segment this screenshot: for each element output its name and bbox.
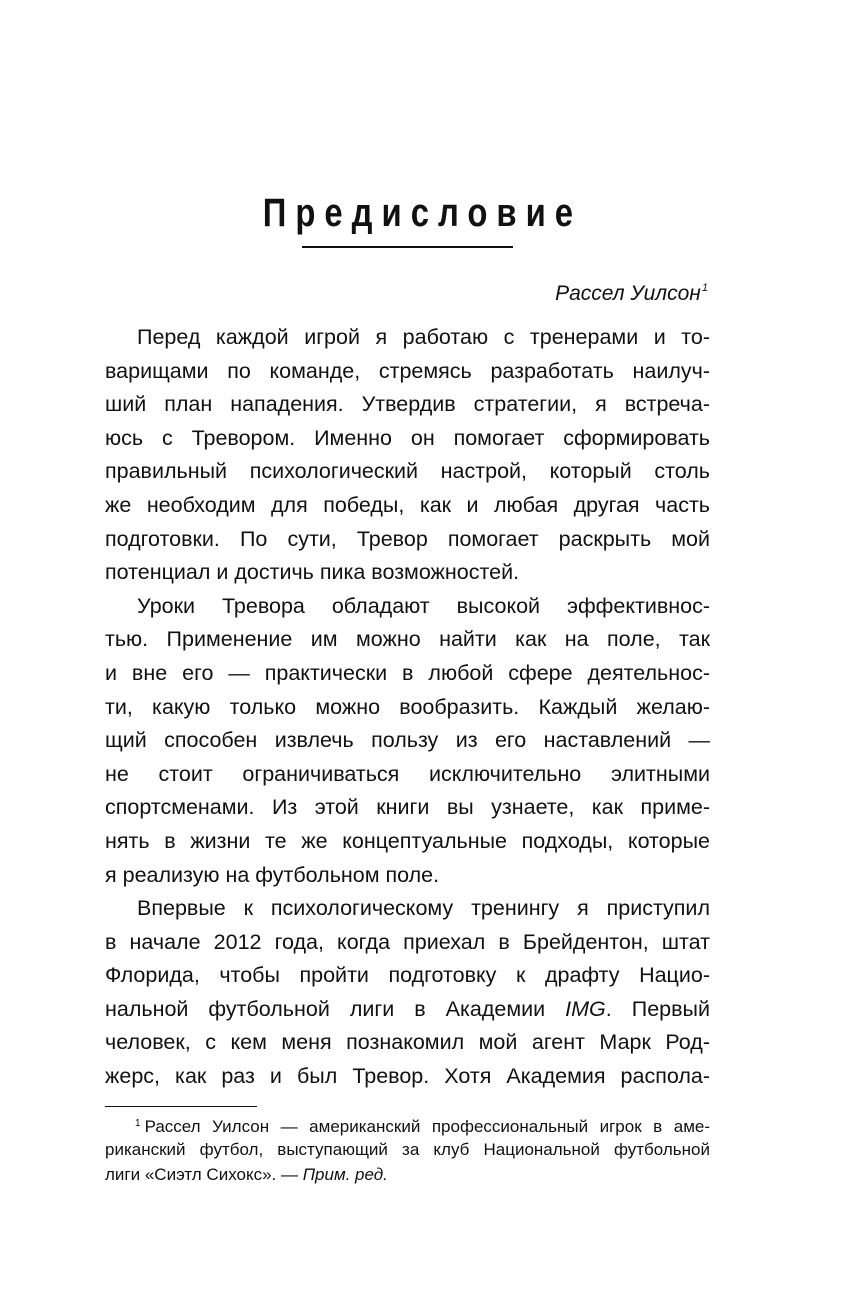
- footnote: [105, 1111, 710, 1188]
- text-line: человек, с кем меня познакомил мой агент Марк Род-: [105, 1030, 710, 1055]
- chapter-author: [555, 274, 708, 308]
- text-line: я реализую на футбольном поле.: [105, 862, 440, 887]
- footnote-separator: [105, 1106, 257, 1107]
- author-name: Рассел Уилсон: [555, 282, 701, 305]
- text-line: щий способен извлечь пользу из его наставлений —: [105, 728, 710, 753]
- text-line: юсь с Тревором. Именно он помогает сформировать: [105, 425, 710, 450]
- text-line: же необходим для победы, как и любая другая часть: [105, 492, 710, 517]
- text-line: нять в жизни те же концептуальные подходы, которые: [105, 828, 710, 853]
- text-line: Перед каждой игрой я работаю с тренерами и то-: [137, 325, 710, 349]
- text-line: не стоит ограничиваться исключительно элитными: [105, 761, 710, 786]
- text-line: ти, какую только можно вообразить. Каждый желаю-: [105, 694, 710, 719]
- text-line: Флорида, чтобы пройти подготовку к драфту Нацио-: [105, 963, 710, 988]
- editor-note: Прим. ред.: [302, 1165, 388, 1184]
- text-line: жерс, как раз и был Тревор. Хотя Академия распола-: [105, 1064, 710, 1089]
- footnote-line: риканский футбол, выступающий за клуб Национальной футбольной: [105, 1139, 710, 1159]
- title-underline: [302, 246, 513, 248]
- text-line: тью. Применение им можно найти как на поле, так: [105, 627, 710, 652]
- footnote-line: [105, 1162, 710, 1188]
- footnote-line: [105, 1111, 710, 1137]
- footnote-mark: 1: [135, 1118, 141, 1129]
- academy-name: IMG: [565, 996, 606, 1021]
- text-fragment: нальной футбольной лиги в Академии: [105, 996, 566, 1021]
- text-line: варищами по команде, стремясь разработать наилуч-: [105, 358, 710, 383]
- footnote-reference-mark: 1: [701, 282, 708, 294]
- chapter-title: Предисловие: [262, 191, 583, 235]
- text-line: Уроки Тревора обладают высокой эффективнос-: [137, 593, 710, 618]
- text-line-with-emphasis: [105, 993, 710, 1027]
- footnote-text: Рассел Уилсон — американский профессиональный игрок в аме-: [144, 1117, 710, 1136]
- text-line: спортсменами. Из этой книги вы узнаете, как приме-: [105, 795, 710, 820]
- footnote-text: лиги «Сиэтл Сихокс». —: [105, 1165, 303, 1184]
- main-text: [105, 321, 710, 1094]
- text-line: подготовки. По сути, Тревор помогает раскрыть мой: [105, 526, 710, 551]
- text-line: потенциал и достичь пика возможностей.: [105, 560, 520, 585]
- text-fragment: . Первый: [605, 996, 710, 1021]
- text-line: в начале 2012 года, когда приехал в Брейдентон, штат: [105, 929, 710, 954]
- text-line: ший план нападения. Утвердив стратегии, я встреча-: [105, 392, 710, 417]
- text-line: и вне его — практически в любой сфере деятельнос-: [105, 660, 710, 685]
- text-line: правильный психологический настрой, который столь: [105, 459, 710, 484]
- text-line: Впервые к психологическому тренингу я приступил: [137, 896, 710, 921]
